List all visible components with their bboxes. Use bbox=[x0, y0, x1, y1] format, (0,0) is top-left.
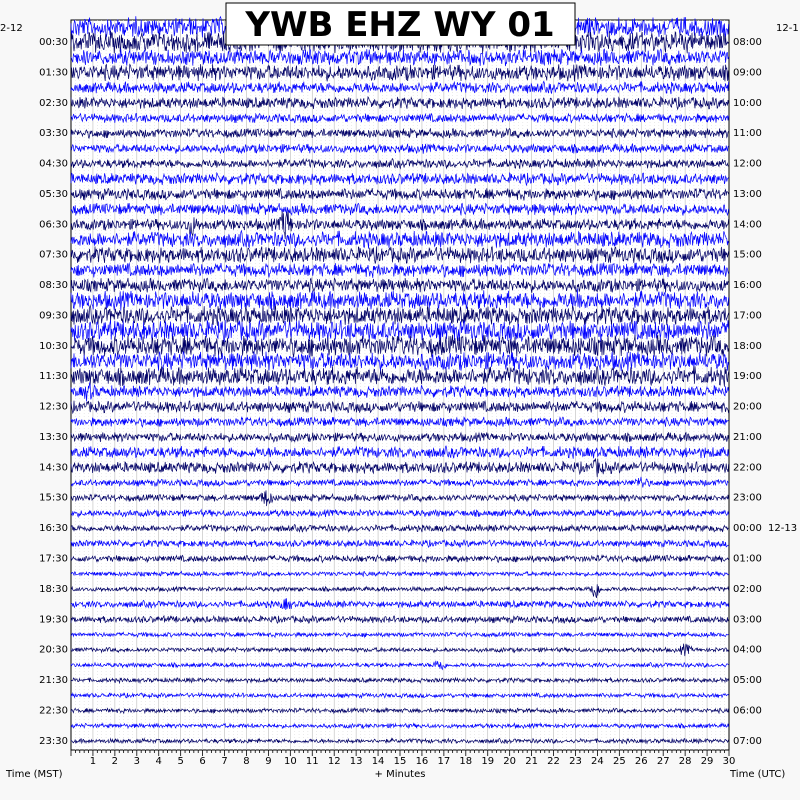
right-time-label: 00:00 bbox=[733, 523, 762, 535]
left-time-label: 17:30 bbox=[39, 553, 68, 565]
x-tick-label: 11 bbox=[305, 756, 319, 767]
right-time-label: 04:00 bbox=[733, 644, 762, 656]
x-tick-label: 29 bbox=[700, 756, 714, 767]
right-time-label: 09:00 bbox=[733, 67, 762, 79]
left-time-label: 19:30 bbox=[39, 614, 68, 626]
left-time-label: 02:30 bbox=[39, 97, 68, 109]
x-tick-label: 18 bbox=[459, 756, 473, 767]
x-tick-label: 14 bbox=[371, 756, 385, 767]
right-time-label: 19:00 bbox=[733, 371, 762, 383]
x-tick-label: 28 bbox=[678, 756, 692, 767]
x-tick-label: 20 bbox=[503, 756, 517, 767]
left-time-label: 01:30 bbox=[39, 67, 68, 79]
x-tick-label: 26 bbox=[634, 756, 648, 767]
left-time-label: 16:30 bbox=[39, 523, 68, 535]
left-time-label: 04:30 bbox=[39, 158, 68, 170]
x-tick-label: 27 bbox=[656, 756, 670, 767]
x-tick-label: 4 bbox=[155, 756, 162, 767]
left-time-label: 11:30 bbox=[39, 371, 68, 383]
right-time-label: 17:00 bbox=[733, 310, 762, 322]
x-tick-label: 23 bbox=[569, 756, 582, 767]
right-time-label: 13:00 bbox=[733, 188, 762, 200]
left-time-label: 15:30 bbox=[39, 492, 68, 504]
left-time-label: 06:30 bbox=[39, 219, 68, 231]
right-time-label: 18:00 bbox=[733, 340, 762, 352]
right-time-label: 03:00 bbox=[733, 614, 762, 626]
x-tick-label: 24 bbox=[591, 756, 604, 767]
right-axis-label: Time (UTC) bbox=[730, 769, 786, 780]
right-time-label: 21:00 bbox=[733, 431, 762, 443]
left-time-label: 10:30 bbox=[39, 340, 68, 352]
right-time-label: 16:00 bbox=[733, 280, 762, 292]
right-time-label: 01:00 bbox=[733, 553, 762, 565]
right-time-label: 02:00 bbox=[733, 583, 762, 595]
left-time-label: 21:30 bbox=[39, 675, 68, 687]
left-time-label: 05:30 bbox=[39, 188, 68, 200]
right-time-label: 10:00 bbox=[733, 97, 762, 109]
left-time-label: 03:30 bbox=[39, 128, 68, 140]
right-time-label: 11:00 bbox=[733, 128, 762, 140]
x-tick-label: 16 bbox=[415, 756, 429, 767]
right-time-label: 23:00 bbox=[733, 492, 762, 504]
left-time-label: 08:30 bbox=[39, 280, 68, 292]
x-tick-label: 19 bbox=[481, 756, 495, 767]
right-time-labels bbox=[733, 37, 797, 747]
left-time-label: 18:30 bbox=[39, 583, 68, 595]
right-time-label: 07:00 bbox=[733, 735, 762, 747]
left-time-label: 07:30 bbox=[39, 249, 68, 261]
x-tick-label: 17 bbox=[437, 756, 451, 767]
right-date-change-label: 12-13 bbox=[768, 523, 798, 535]
left-time-label: 20:30 bbox=[39, 644, 68, 656]
right-time-label: 08:00 bbox=[733, 37, 762, 48]
right-date-label: 12-1 bbox=[776, 23, 799, 34]
left-time-label: 23:30 bbox=[39, 735, 68, 747]
right-time-label: 12:00 bbox=[733, 158, 762, 170]
x-tick-label: 3 bbox=[133, 756, 140, 767]
x-tick-label: 9 bbox=[265, 756, 272, 767]
x-tick-label: 21 bbox=[525, 756, 538, 767]
chart-title: YWB EHZ WY 01 bbox=[245, 5, 555, 45]
x-tick-label: 1 bbox=[89, 756, 97, 767]
x-tick-label: 12 bbox=[327, 756, 341, 767]
right-time-label: 06:00 bbox=[733, 705, 762, 717]
x-tick-label: 10 bbox=[283, 756, 297, 767]
x-tick-label: 7 bbox=[221, 756, 228, 767]
right-time-label: 14:00 bbox=[733, 219, 762, 231]
left-time-label: 09:30 bbox=[39, 310, 68, 322]
x-tick-label: 22 bbox=[547, 756, 560, 767]
x-tick-label: 5 bbox=[177, 756, 184, 767]
left-time-label: 00:30 bbox=[39, 37, 68, 48]
x-axis-label: + Minutes bbox=[374, 769, 426, 780]
left-time-labels bbox=[39, 37, 68, 747]
x-tick-label: 2 bbox=[111, 756, 119, 767]
left-date-label: 2-12 bbox=[0, 23, 23, 34]
left-time-label: 14:30 bbox=[39, 462, 68, 474]
x-tick-label: 25 bbox=[612, 756, 626, 767]
x-axis-ticks bbox=[71, 750, 735, 767]
right-time-label: 05:00 bbox=[733, 675, 762, 687]
left-time-label: 12:30 bbox=[39, 401, 68, 413]
left-time-label: 22:30 bbox=[39, 705, 68, 717]
left-axis-label: Time (MST) bbox=[6, 769, 63, 780]
x-tick-label: 15 bbox=[393, 756, 407, 767]
x-tick-label: 8 bbox=[243, 756, 250, 767]
x-tick-label: 30 bbox=[722, 756, 736, 767]
x-tick-label: 6 bbox=[199, 756, 206, 767]
right-time-label: 20:00 bbox=[733, 401, 762, 413]
right-time-label: 15:00 bbox=[733, 249, 762, 261]
left-time-label: 13:30 bbox=[39, 431, 68, 443]
right-time-label: 22:00 bbox=[733, 462, 762, 474]
x-tick-label: 13 bbox=[349, 756, 363, 767]
